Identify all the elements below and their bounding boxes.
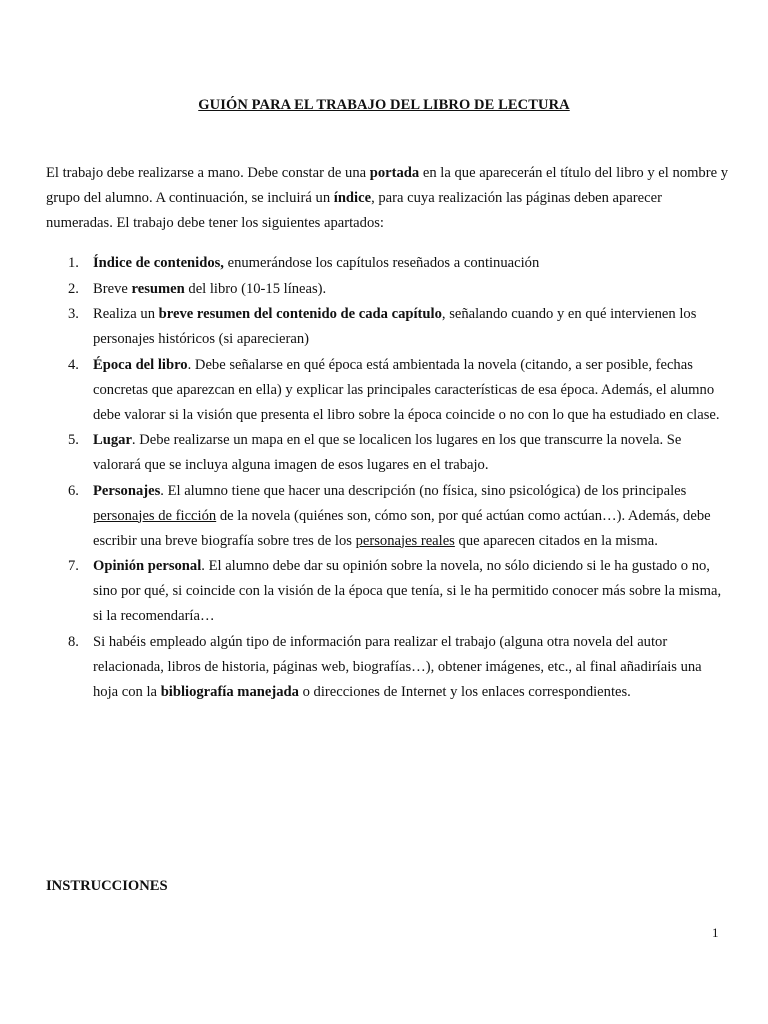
text-run: enumerándose los capítulos reseñados a continuación xyxy=(223,255,540,271)
list-item-number: 1. xyxy=(68,255,79,271)
text-run: del libro (10-15 líneas). xyxy=(184,280,327,297)
text-run: que aparecen citados en la misma. xyxy=(454,532,658,549)
underlined-text: personajes reales xyxy=(355,532,455,549)
list-item xyxy=(46,428,730,478)
list-item-number: 7. xyxy=(68,558,79,574)
page-title: GUIÓN PARA EL TRABAJO DEL LIBRO DE LECTURA xyxy=(198,97,570,113)
text-run: . El alumno debe dar su opinión sobre la novela, no sólo diciendo si le ha gustado o no, sino por qué, si coincide con la visión de la época que tenía, si le ha permitido conocer más sobre la misma, si la recomendaría… xyxy=(93,558,722,624)
list-item xyxy=(46,554,730,629)
list-item-text xyxy=(93,634,702,700)
list-item-text xyxy=(93,357,720,423)
section-heading: INSTRUCCIONES xyxy=(46,878,168,894)
bold-text: resumen xyxy=(131,280,185,297)
text-run: Realiza un xyxy=(93,306,159,322)
text-run: , para cuya realización las páginas deben aparecer numeradas. El trabajo debe tener los siguientes apartados: xyxy=(46,190,662,231)
text-run: en la que aparecerán el título del libro y el nombre y grupo del alumno. A continuación, se incluirá un xyxy=(46,165,728,206)
list-item-number: 6. xyxy=(68,482,79,499)
list-item-number: 8. xyxy=(68,633,79,650)
text-run: . Debe señalarse en qué época está ambientada la novela (citando, a ser posible, fechas concretas que aparezcan en ella) y explicar las principales características de esa época. Además, el alumno debe valorar si la visión que presenta el libro sobre la época coincide o no con lo que ha estudiado en clase. xyxy=(93,356,720,423)
text-run: Breve xyxy=(93,280,132,297)
text-run: , señalando cuando y en qué intervienen los personajes históricos (si aparecieran) xyxy=(93,306,697,347)
bold-text: Personajes xyxy=(93,482,161,499)
intro-paragraph xyxy=(46,161,730,236)
list-item-number: 2. xyxy=(68,280,79,297)
bold-text: Lugar xyxy=(93,432,132,448)
list-item-number: 4. xyxy=(68,356,79,373)
sections-list xyxy=(46,251,730,705)
text-run: . Debe realizarse un mapa en el que se localicen los lugares en los que transcurre la novela. Se valorará que se incluya alguna imagen de esos lugares en el trabajo. xyxy=(93,432,682,473)
bold-text: portada xyxy=(369,165,420,181)
text-run: Si habéis empleado algún tipo de información para realizar el trabajo (alguna otra novela del autor relacionada, libros de historia, páginas web, biografías…), obtener imágenes, etc., al final añadiríais una hoja con la xyxy=(93,633,702,700)
text-run: de la novela (quiénes son, cómo son, por qué actúan como actúan…). Además, debe escribir una breve biografía sobre tres de los xyxy=(93,507,711,549)
list-item xyxy=(46,251,730,276)
list-item xyxy=(46,479,730,554)
bold-text: breve resumen del contenido de cada capítulo xyxy=(158,306,442,322)
list-item xyxy=(46,302,730,352)
bold-text: Índice de contenidos, xyxy=(93,255,224,271)
text-run: . El alumno tiene que hacer una descripción (no física, sino psicológica) de los principales xyxy=(160,482,687,499)
text-run: El trabajo debe realizarse a mano. Debe constar de una xyxy=(46,165,370,181)
list-item-text xyxy=(93,306,696,347)
list-item-text xyxy=(93,255,539,271)
list-item xyxy=(46,630,730,705)
bold-text: bibliografía manejada xyxy=(160,683,299,700)
list-item xyxy=(46,353,730,428)
page-number: 1 xyxy=(712,925,719,940)
bold-text: Opinión personal xyxy=(93,558,202,574)
list-item-number: 3. xyxy=(68,306,79,322)
list-item-text xyxy=(93,483,711,549)
list-item-text xyxy=(93,281,326,297)
list-item-number: 5. xyxy=(68,432,79,448)
bold-text: Época del libro xyxy=(93,356,188,373)
bold-text: índice xyxy=(333,190,372,206)
text-run: o direcciones de Internet y los enlaces correspondientes. xyxy=(298,683,631,700)
list-item-text xyxy=(93,558,721,624)
list-item-text xyxy=(93,432,681,473)
underlined-text: personajes de ficción xyxy=(93,507,217,524)
list-item xyxy=(46,277,730,302)
